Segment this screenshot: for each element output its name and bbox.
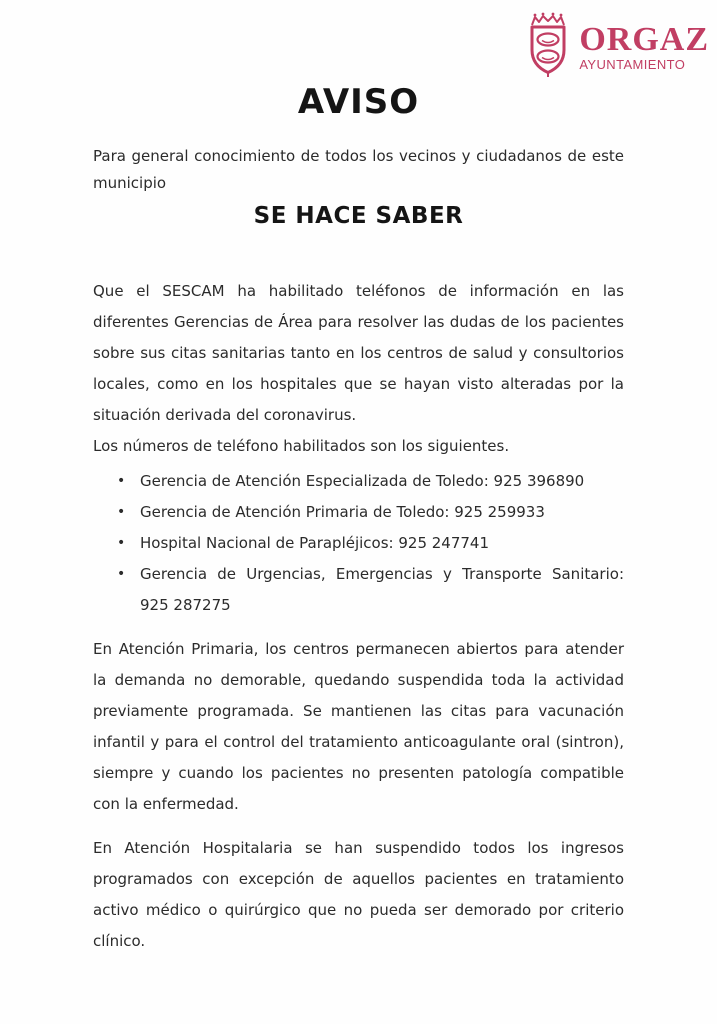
phone-list-item-text: Gerencia de Urgencias, Emergencias y Transporte Sanitario: 925 287275 [140,565,624,614]
phone-list-item-text: Hospital Nacional de Parapléjicos: 925 247741 [140,534,490,552]
phone-list-item [93,559,624,621]
bullet-icon: • [117,504,126,520]
logo-subtitle: AYUNTAMIENTO [579,56,686,72]
phone-list-item [93,497,624,528]
phone-list [93,466,624,621]
logo-name: ORGAZ [579,20,709,58]
notice-subtitle: SE HACE SABER [253,203,464,229]
paragraph-atencion-primaria: En Atención Primaria, los centros permanecen abiertos para atender la demanda no demorable, quedando suspendida toda la actividad previamente programada. Se mantienen las citas para vacunación infantil y para el control del tratamiento anticoagulante oral (sintron), siempre y cuando los pacientes no presenten patología compatible con la enfermedad. [93,640,624,813]
phone-list-item [93,528,624,559]
bullet-icon: • [117,535,126,551]
logo-text [579,20,709,72]
bullet-icon: • [117,566,126,582]
phone-list-item [93,466,624,497]
phones-lead-text: Los números de teléfono habilitados son los siguientes. [93,437,510,455]
bullet-icon: • [117,473,126,489]
town-crest-icon [524,12,572,82]
phone-list-item-text: Gerencia de Atención Especializada de Toledo: 925 396890 [140,472,585,490]
intro-text: Para general conocimiento de todos los vecinos y ciudadanos de este municipio [93,147,624,192]
notice-title: AVISO [297,82,420,122]
paragraph-atencion-hospitalaria: En Atención Hospitalaria se han suspendido todos los ingresos programados con excepción de aquellos pacientes en tratamiento activo médico o quirúrgico que no pueda ser demorado por criterio clínico. [93,839,624,950]
paragraph-sescam: Que el SESCAM ha habilitado teléfonos de información en las diferentes Gerencias de Área para resolver las dudas de los pacientes sobre sus citas sanitarias tanto en los centros de salud y consultorios locales, como en los hospitales que se hayan visto alteradas por la situación derivada del coronavirus. [93,282,624,424]
ayuntamiento-logo [524,12,709,82]
phone-list-item-text: Gerencia de Atención Primaria de Toledo: 925 259933 [140,503,545,521]
